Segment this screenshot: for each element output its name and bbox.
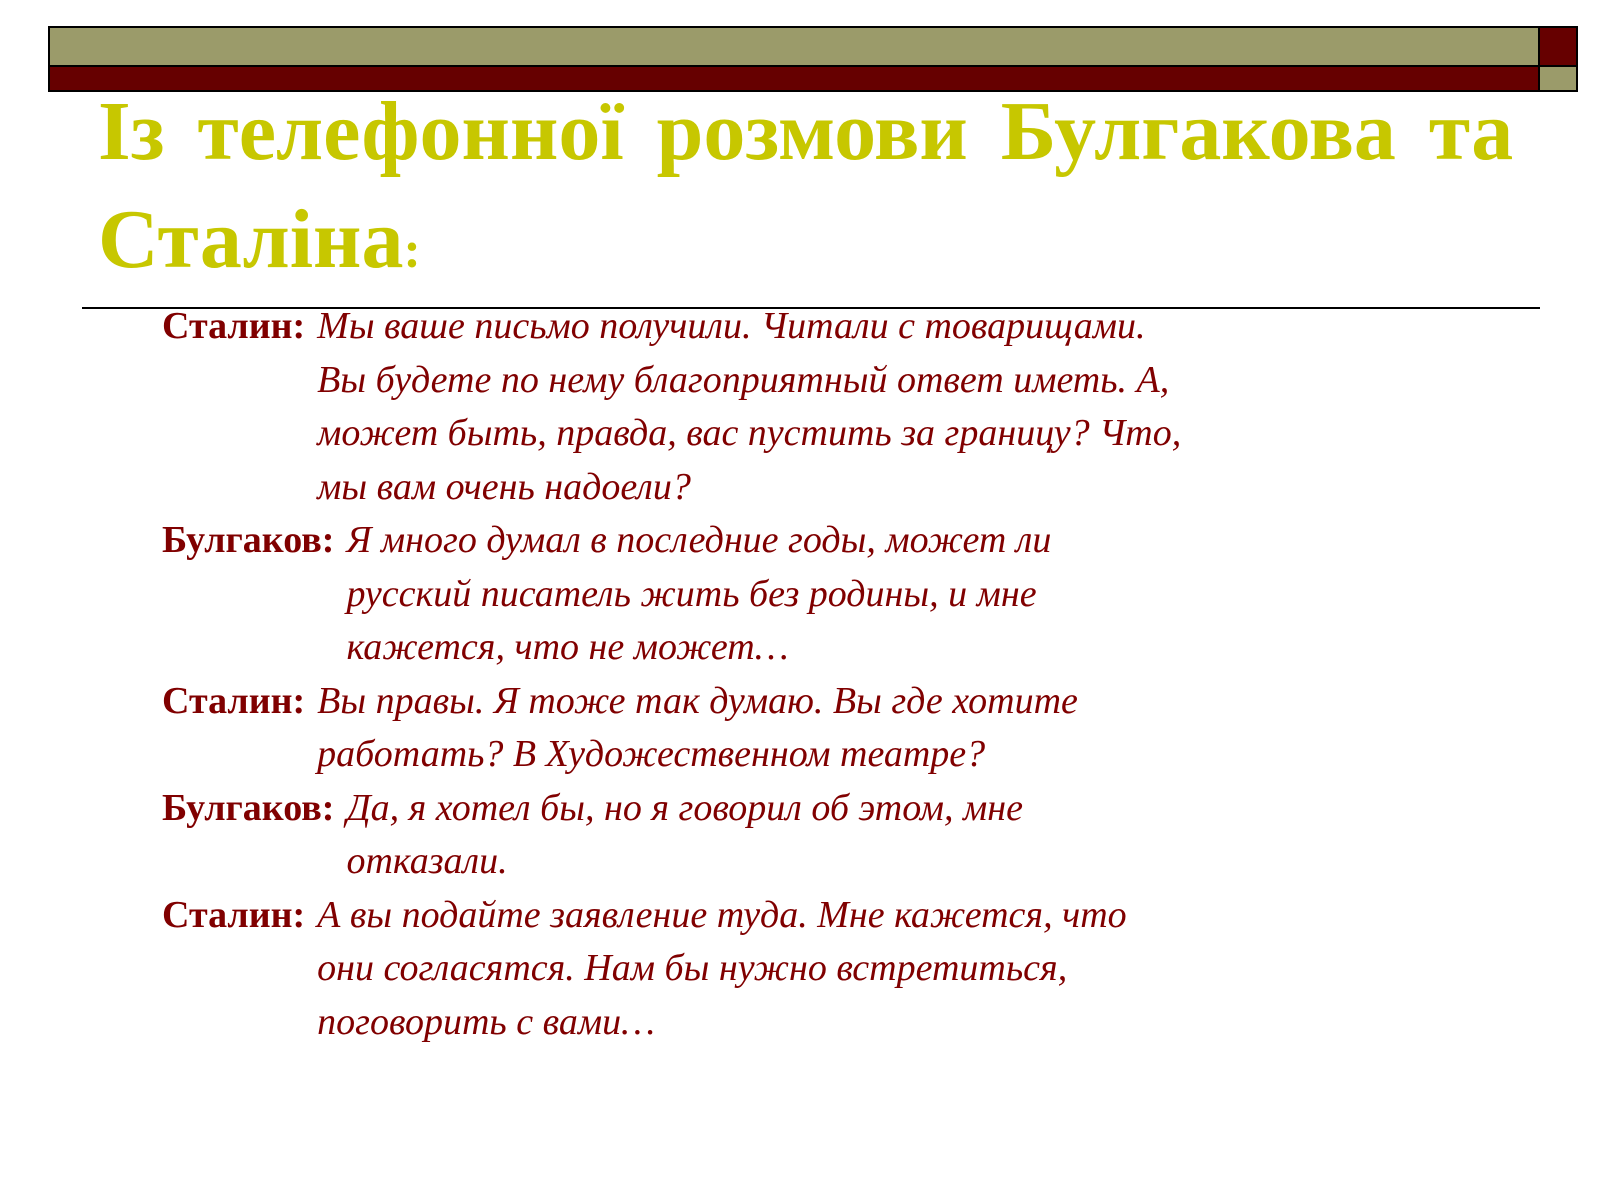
speaker-label: Сталин:	[162, 679, 306, 722]
dialogue-line	[162, 782, 1502, 889]
dialogue-line	[162, 889, 1502, 1050]
speech-text: Мы ваше письмо получили. Читали с товарищами. Вы будете по нему благоприятный ответ иметь. А, может быть, правда, вас пустить за границу? Что, мы вам очень надоели?	[317, 305, 1182, 508]
corner-square-dark-red	[1538, 26, 1578, 67]
speaker-label: Булгаков:	[162, 786, 335, 829]
speaker-label: Булгаков:	[162, 519, 335, 561]
corner-square-olive	[1538, 65, 1578, 92]
speech-text: Вы правы. Я тоже так думаю. Вы где хотите работать? В Художественном театре?	[317, 679, 1078, 775]
speech-text: А вы подайте заявление туда. Мне кажется, что они согласятся. Нам бы нужно встретиться, поговорить с вами…	[317, 893, 1127, 1043]
slide-title-text: Із телефонної розмови Булгакова та Сталіна	[98, 85, 1514, 286]
speaker-label: Сталин:	[162, 305, 306, 347]
dialogue	[162, 300, 1502, 1049]
speech-text: Да, я хотел бы, но я говорил об этом, мне отказали.	[346, 786, 1023, 882]
speech-text: Я много думал в последние годы, может ли русский писатель жить без родины, и мне кажется, что не может…	[346, 519, 1052, 668]
dialogue-line	[162, 300, 1502, 514]
slide-title-colon: :	[403, 222, 421, 279]
slide-title	[98, 78, 1538, 305]
header-bar-olive	[48, 26, 1540, 67]
speaker-label: Сталин:	[162, 893, 306, 936]
dialogue-line	[162, 514, 1502, 675]
dialogue-line	[162, 675, 1502, 782]
